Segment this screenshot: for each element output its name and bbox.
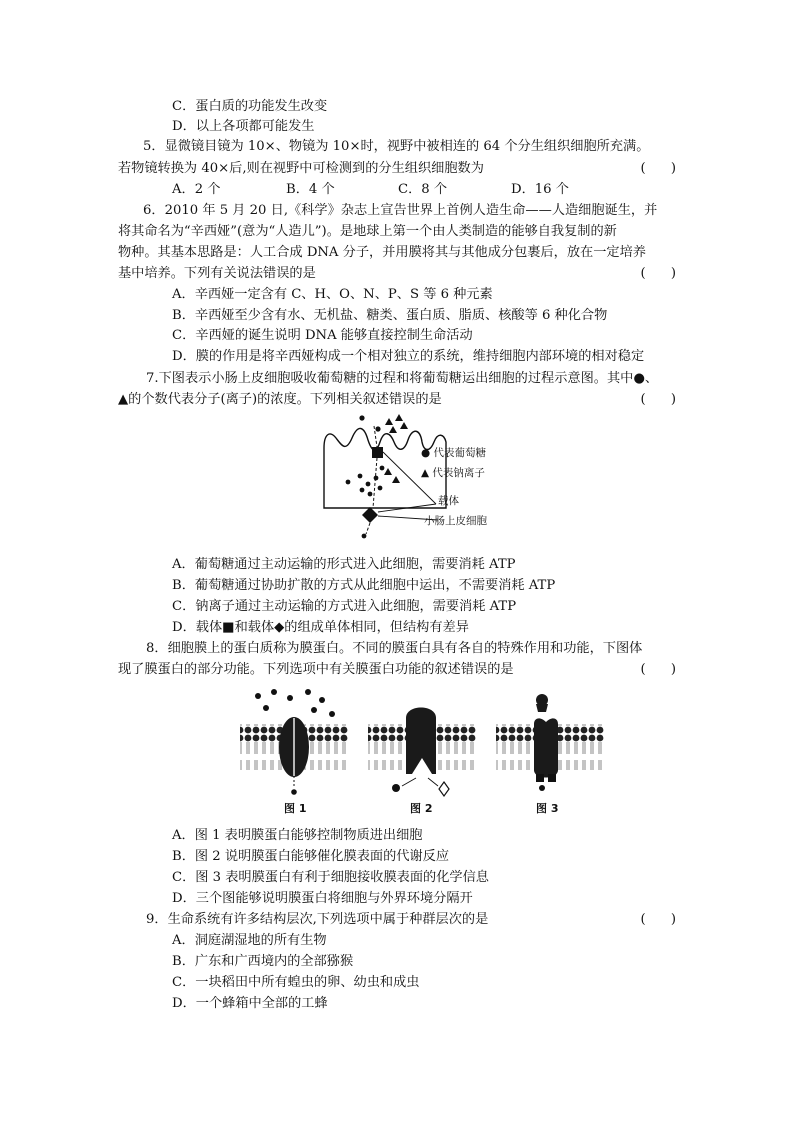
- q8-option-a: A．图 1 表明膜蛋白能够控制物质进出细胞: [172, 828, 423, 843]
- figure-2-enzyme-protein: [368, 708, 476, 797]
- carrier-label: 载体: [438, 495, 459, 507]
- q6-stem-line2: 将其命名为“辛西娅”(意为“人造儿”)。是地球上第一个由人类制造的能够自我复制的新: [118, 224, 617, 239]
- cell-label: 小肠上皮细胞: [424, 515, 487, 527]
- legend-sodium-label: ▲ 代表钠离子: [421, 467, 485, 479]
- q7-option-b: B．葡萄糖通过协助扩散的方式从此细胞中运出，不需要消耗 ATP: [172, 578, 556, 593]
- carrier-square: [372, 447, 383, 458]
- prev-option-c: C．蛋白质的功能发生改变: [172, 99, 328, 114]
- q9-option-a: A．洞庭湖湿地的所有生物: [172, 933, 327, 948]
- carrier-diamond: [362, 507, 378, 523]
- figure-1-label: 图 1: [284, 802, 307, 815]
- q8-option-b: B．图 2 说明膜蛋白能够催化膜表面的代谢反应: [172, 849, 450, 864]
- q6-stem-line3: 物种。其基本思路是：人工合成 DNA 分子，并用膜将其与其他成分包裹后，放在一定培养: [118, 245, 646, 260]
- q6-option-c: C．辛西娅的诞生说明 DNA 能够直接控制生命活动: [172, 328, 473, 343]
- figure-3-receptor-protein: [496, 694, 604, 791]
- figure-3-label: 图 3: [536, 802, 559, 815]
- q7-stem-line1: 7.下图表示小肠上皮细胞吸收葡萄糖的过程和将葡萄糖运出细胞的过程示意图。其中●、: [146, 371, 659, 386]
- prev-option-d: D．以上各项都可能发生: [172, 119, 315, 134]
- q6-stem-line4: 基中培养。下列有关说法错误的是: [118, 266, 316, 281]
- q5-option-b: B．4 个: [286, 182, 335, 197]
- q8-answer-blank: ( ): [640, 662, 676, 677]
- q7-option-c: C．钠离子通过主动运输的方式进入此细胞，需要消耗 ATP: [172, 599, 517, 614]
- figure-2-label: 图 2: [410, 802, 433, 815]
- q7-answer-blank: ( ): [640, 392, 676, 407]
- q7-option-d: D．载体■和载体◆的组成单体相同，但结构有差异: [172, 620, 469, 635]
- q5-option-d: D．16 个: [511, 182, 569, 197]
- legend-glucose-label: ● 代表葡萄糖: [421, 447, 486, 459]
- q8-stem-line2: 现了膜蛋白的部分功能。下列选项中有关膜蛋白功能的叙述错误的是: [118, 662, 514, 677]
- q6-answer-blank: ( ): [640, 266, 676, 281]
- q6-stem-line1: 6．2010 年 5 月 20 日,《科学》杂志上宣告世界上首例人造生命——人造细胞诞生，并: [143, 203, 658, 218]
- q9-option-c: C．一块稻田中所有蝗虫的卵、幼虫和成虫: [172, 975, 420, 990]
- q5-answer-blank: ( ): [640, 161, 676, 176]
- q8-option-d: D．三个图能够说明膜蛋白将细胞与外界环境分隔开: [172, 891, 473, 906]
- q5-option-c: C．8 个: [398, 182, 448, 197]
- q7-stem-line2: ▲的个数代表分子(离子)的浓度。下列相关叙述错误的是: [118, 392, 442, 407]
- q9-option-b: B．广东和广西境内的全部猕猴: [172, 954, 354, 969]
- q5-stem-line2: 若物镜转换为 40×后,则在视野中可检测到的分生组织细胞数为: [118, 161, 484, 176]
- q8-stem-line1: 8．细胞膜上的蛋白质称为膜蛋白。不同的膜蛋白具有各自的特殊作用和功能，下图体: [146, 641, 643, 656]
- q8-membrane-protein-figure: [236, 688, 616, 818]
- q6-option-d: D．膜的作用是将辛西娅构成一个相对独立的系统，维持细胞内部环境的相对稳定: [172, 349, 645, 364]
- q9-answer-blank: ( ): [640, 912, 676, 927]
- figure-1-channel-protein: [240, 689, 348, 795]
- q6-option-b: B．辛西娅至少含有水、无机盐、糖类、蛋白质、脂质、核酸等 6 种化合物: [172, 308, 608, 323]
- q7-cell-diagram: [318, 412, 518, 540]
- q9-stem: 9．生命系统有许多结构层次,下列选项中属于种群层次的是: [146, 912, 489, 927]
- q5-stem-line1: 5．显微镜目镜为 10×、物镜为 10×时，视野中被相连的 64 个分生组织细胞所充满。: [143, 139, 650, 154]
- q5-option-a: A．2 个: [172, 182, 221, 197]
- q9-option-d: D．一个蜂箱中全部的工蜂: [172, 996, 328, 1011]
- q7-option-a: A．葡萄糖通过主动运输的形式进入此细胞，需要消耗 ATP: [172, 557, 516, 572]
- q6-option-a: A．辛西娅一定含有 C、H、O、N、P、S 等 6 种元素: [172, 287, 493, 302]
- q8-option-c: C．图 3 表明膜蛋白有利于细胞接收膜表面的化学信息: [172, 870, 489, 885]
